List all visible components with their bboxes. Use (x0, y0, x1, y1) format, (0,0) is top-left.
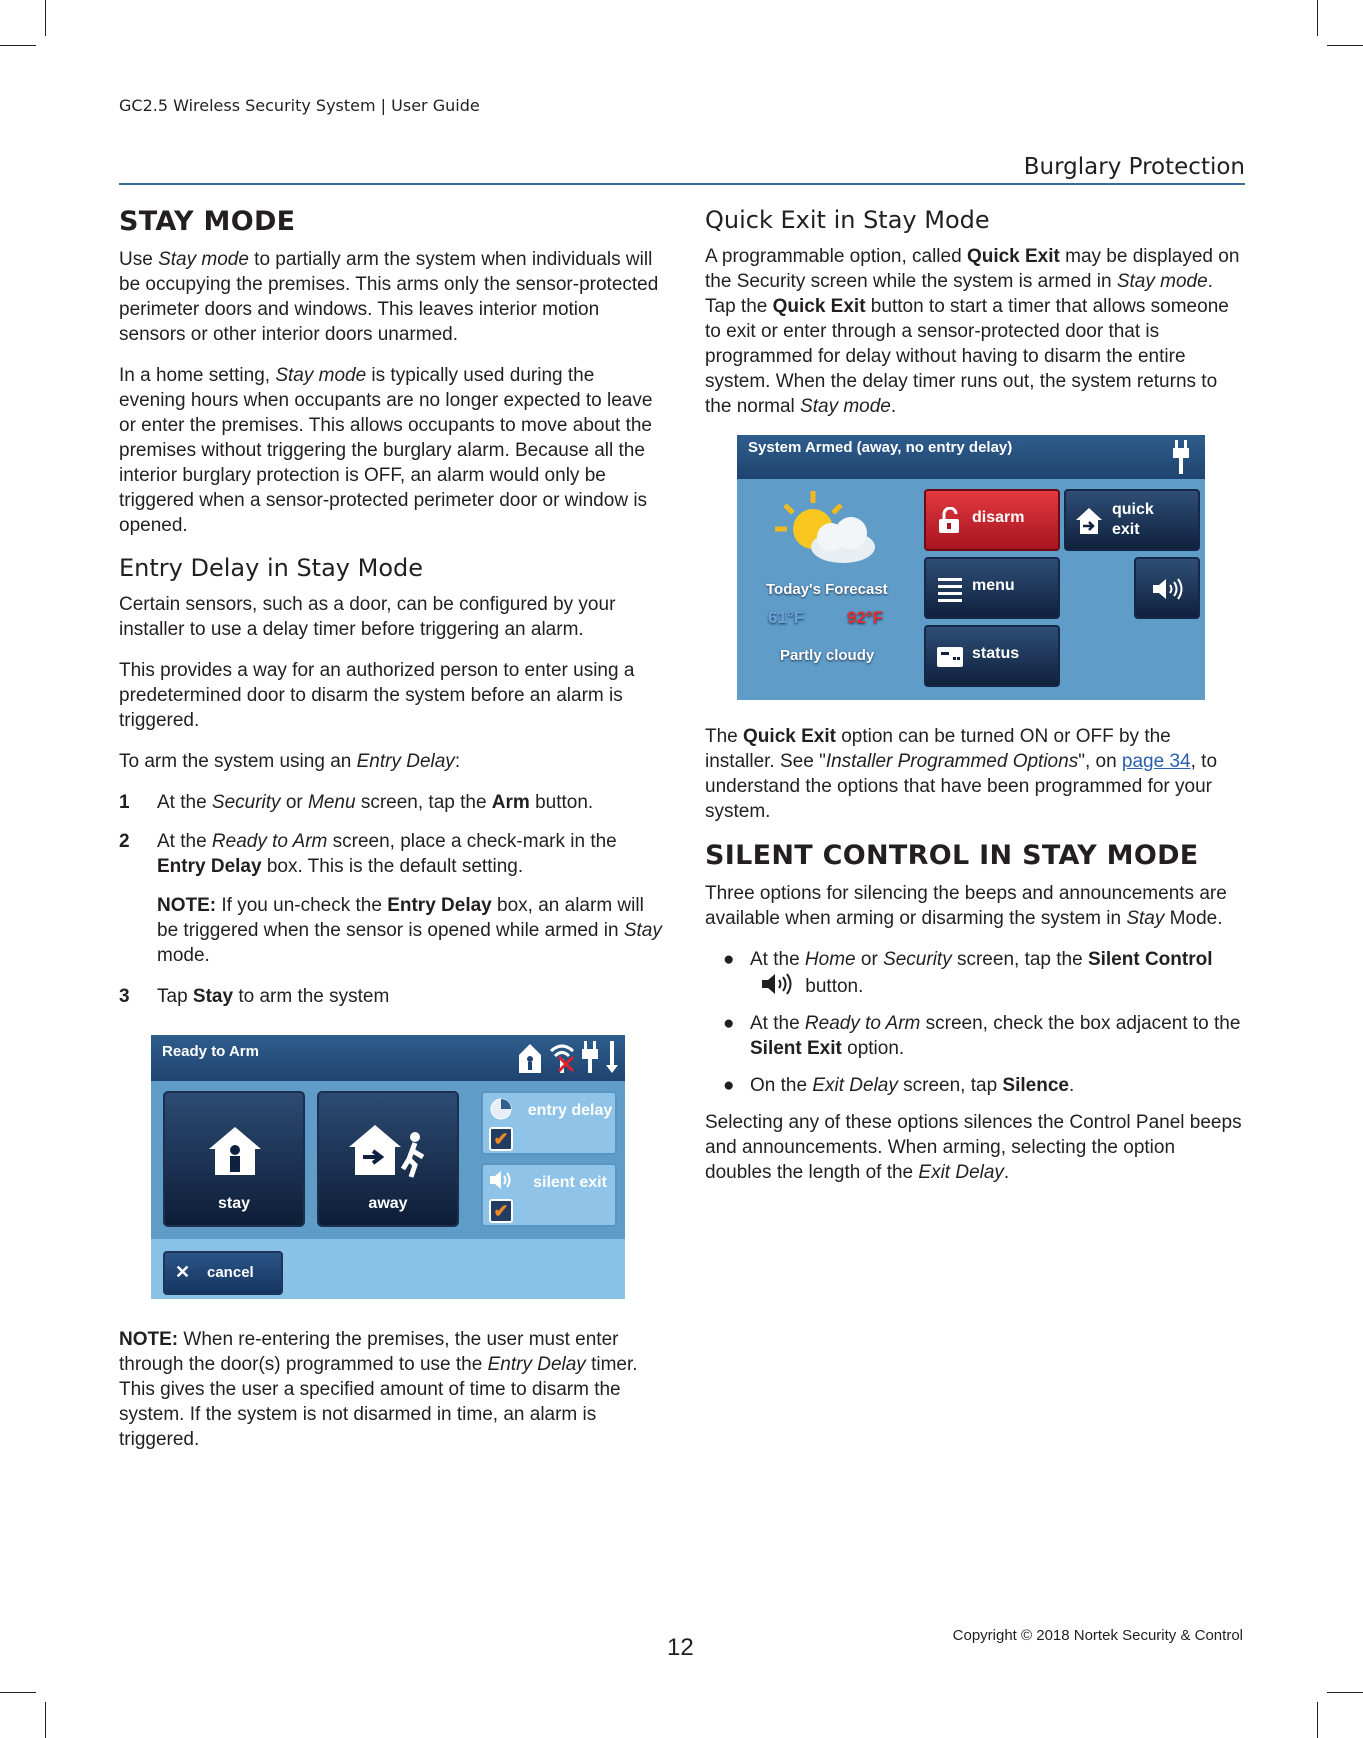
silent-control-button[interactable] (1134, 557, 1200, 619)
stay-mode-paragraph: In a home setting, Stay mode is typically used during the evening hours when occupants are no longer expected to leave or enter the premises. This allows occupants to move about the premises without triggering the burglary alarm. Because all the interior burglary protection is OFF, an alarm would only be triggered when a sensor-protected perimeter door or window is opened. (119, 365, 653, 536)
arm-steps (119, 790, 664, 1009)
silent-control-paragraph: Three options for silencing the beeps and announcements are available when arming or disarming the system in Stay Mode. (705, 883, 1227, 929)
forecast-high: 92°F (847, 608, 884, 627)
entry-delay-paragraph: To arm the system using an Entry Delay: (119, 751, 461, 772)
bullet-item: ● At the Home or Security screen, tap the Silent Control button. (723, 949, 1213, 997)
entry-delay-heading: Entry Delay in Stay Mode (119, 554, 424, 582)
wifi-off-icon (549, 1039, 575, 1075)
crop-mark (45, 1702, 46, 1738)
status-button[interactable]: status (924, 625, 1060, 687)
page-number: 12 (667, 1634, 694, 1661)
crop-mark (1317, 0, 1318, 36)
stay-mode-paragraph: Use Stay mode to partially arm the system when individuals will be occupying the premises. This arms only the sensor-protected perimeter doors and windows. This leaves interior motion sensors or other interior doors unarmed. (119, 249, 659, 345)
stay-button[interactable]: stay (163, 1091, 305, 1227)
house-exit-icon (1074, 506, 1104, 536)
doc-title: GC2.5 Wireless Security System | User Guide (119, 96, 480, 115)
timer-icon (489, 1097, 513, 1121)
step-note: NOTE: If you un-check the Entry Delay box, an alarm will be triggered when the sensor is opened while armed in Stay mode. (157, 895, 662, 966)
copyright: Copyright © 2018 Nortek Security & Control (952, 1627, 1243, 1644)
crop-mark (0, 1692, 36, 1693)
step-item: 1 At the Security or Menu screen, tap the Arm button. (119, 792, 594, 813)
battery-icon (605, 1039, 619, 1075)
bullet-item: ● At the Ready to Arm screen, check the box adjacent to the Silent Exit option. (723, 1013, 1241, 1059)
quick-exit-paragraph: A programmable option, called Quick Exit may be displayed on the Security screen while the system is armed in Stay mode. Tap the Quick Exit button to start a timer that allows someone to exit or enter through a sensor-protected door that is programmed for delay without having to disarm the entire system. When the delay timer runs out, the system returns to the normal Stay mode. (705, 246, 1240, 417)
unlock-icon (936, 507, 962, 535)
header-rule (119, 183, 1245, 185)
away-house-icon (345, 1121, 435, 1181)
status-icons (517, 1039, 619, 1075)
forecast-low: 61°F (768, 608, 805, 627)
quick-exit-heading: Quick Exit in Stay Mode (705, 206, 990, 234)
partly-cloudy-icon (773, 489, 883, 569)
step-item: 3 Tap Stay to arm the system (119, 986, 390, 1007)
home-status-icon (517, 1039, 543, 1075)
close-icon: ✕ (175, 1262, 191, 1282)
reentry-note: NOTE: When re-entering the premises, the user must enter through the door(s) programmed to use the Entry Delay timer. This gives the user a specified amount of time to disarm the system. If the system is not disarmed in time, an alarm is triggered. (119, 1329, 638, 1450)
ac-power-icon (581, 1039, 599, 1075)
crop-mark (1327, 1692, 1363, 1693)
silent-control-heading: SILENT CONTROL IN STAY MODE (705, 840, 1199, 871)
speaker-icon (1151, 576, 1185, 602)
entry-delay-paragraph: Certain sensors, such as a door, can be configured by your installer to use a delay timer before triggering an alarm. (119, 594, 616, 640)
quick-exit-option-paragraph: The Quick Exit option can be turned ON or OFF by the installer. See "Installer Programmed Options", on page 34, to understand the options that have been programmed for your system. (705, 726, 1218, 822)
right-column (705, 206, 1245, 1201)
security-screen-screenshot (737, 435, 1205, 700)
crop-mark (1327, 45, 1363, 46)
ready-to-arm-screenshot (151, 1035, 625, 1299)
forecast-condition: Partly cloudy (780, 647, 875, 664)
crop-mark (0, 45, 36, 46)
status-card-icon (936, 645, 964, 669)
crop-mark (1317, 1702, 1318, 1738)
stay-house-icon (205, 1123, 265, 1179)
menu-list-icon (936, 575, 964, 603)
silent-exit-checkbox[interactable]: ✔ (489, 1199, 513, 1223)
silent-control-summary: Selecting any of these options silences the Control Panel beeps and announcements. When arming, selecting the option doubles the length of the Exit Delay. (705, 1112, 1242, 1183)
silent-exit-button[interactable]: ✔ silent exit (481, 1163, 617, 1227)
entry-delay-checkbox[interactable]: ✔ (489, 1127, 513, 1151)
cancel-button[interactable]: ✕ cancel (163, 1251, 283, 1295)
bullet-item: ● On the Exit Delay screen, tap Silence. (723, 1075, 1075, 1096)
forecast-label: Today's Forecast (766, 581, 888, 598)
screen-title: System Armed (away, no entry delay) (748, 439, 1013, 456)
disarm-button[interactable]: disarm (924, 489, 1060, 551)
entry-delay-button[interactable]: ✔ entry delay (481, 1091, 617, 1155)
page-link[interactable]: page 34 (1121, 751, 1191, 772)
quick-exit-button[interactable]: quick exit (1064, 489, 1200, 551)
menu-button[interactable]: menu (924, 557, 1060, 619)
stay-mode-heading: STAY MODE (119, 206, 296, 237)
screen-title: Ready to Arm (162, 1043, 259, 1060)
left-column (119, 206, 664, 1468)
speaker-icon (760, 972, 796, 996)
ac-power-icon (1171, 438, 1191, 476)
crop-mark (45, 0, 46, 36)
speaker-icon (488, 1168, 514, 1192)
entry-delay-paragraph: This provides a way for an authorized person to enter using a predetermined door to disarm the system before an alarm is triggered. (119, 660, 635, 731)
away-button[interactable]: away (317, 1091, 459, 1227)
step-item: 2 At the Ready to Arm screen, place a check-mark in the Entry Delay box. This is the default setting. (119, 831, 617, 877)
section-title: Burglary Protection (1023, 154, 1245, 180)
